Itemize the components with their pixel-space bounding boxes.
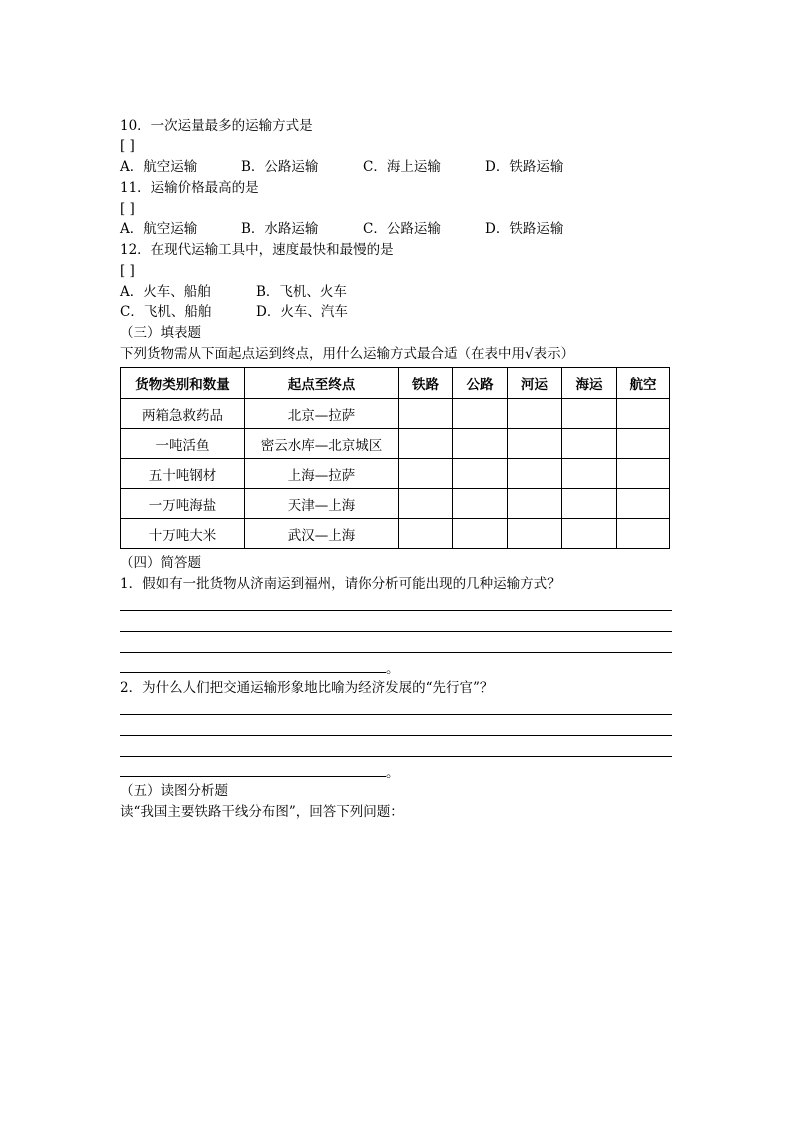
answer-line[interactable]	[120, 610, 672, 611]
answer-cell[interactable]	[562, 429, 617, 459]
answer-cell[interactable]	[617, 429, 670, 459]
header-river: 河运	[508, 368, 562, 399]
table-row	[121, 429, 670, 459]
table-row	[121, 519, 670, 549]
section-4-heading: （四）简答题	[120, 555, 201, 571]
answer-cell[interactable]	[562, 399, 617, 429]
question-10-option-c: C．海上运输	[363, 159, 441, 175]
answer-cell[interactable]	[453, 459, 508, 489]
table-row	[121, 459, 670, 489]
question-12-option-d: D．火车、汽车	[256, 304, 348, 320]
answer-cell[interactable]	[399, 429, 453, 459]
question-12-answer-bracket: [ ]	[120, 263, 135, 279]
goods-cell: 两箱急救药品	[121, 399, 245, 429]
header-air: 航空	[617, 368, 670, 399]
answer-line[interactable]	[120, 631, 672, 632]
answer-cell[interactable]	[508, 519, 562, 549]
route-cell: 上海—拉萨	[245, 459, 399, 489]
answer-line[interactable]	[120, 652, 672, 653]
answer-line[interactable]	[120, 714, 672, 715]
goods-cell: 一万吨海盐	[121, 489, 245, 519]
section-3-instruction: 下列货物需从下面起点运到终点，用什么运输方式最合适（在表中用√表示）	[120, 346, 575, 362]
answer-line[interactable]	[120, 672, 386, 673]
answer-line[interactable]	[120, 735, 672, 736]
question-11-option-c: C．公路运输	[363, 221, 441, 237]
section-5-heading: （五）读图分析题	[120, 783, 228, 799]
table-row	[121, 399, 670, 429]
route-cell: 天津—上海	[245, 489, 399, 519]
answer-cell[interactable]	[562, 519, 617, 549]
answer-cell[interactable]	[617, 489, 670, 519]
answer-cell[interactable]	[617, 519, 670, 549]
header-rail: 铁路	[399, 368, 453, 399]
answer-cell[interactable]	[453, 399, 508, 429]
header-goods: 货物类别和数量	[121, 368, 245, 399]
answer-cell[interactable]	[399, 399, 453, 429]
section-5-instruction: 读“我国主要铁路干线分布图”，回答下列问题：	[120, 804, 404, 820]
route-cell: 密云水库—北京城区	[245, 429, 399, 459]
header-sea: 海运	[562, 368, 617, 399]
question-11-stem: 11．运输价格最高的是	[120, 180, 259, 196]
short-answer-question-2: 2．为什么人们把交通运输形象地比喻为经济发展的“先行官”？	[120, 680, 494, 696]
question-11-option-d: D．铁路运输	[485, 221, 564, 237]
goods-cell: 五十吨钢材	[121, 459, 245, 489]
route-cell: 武汉—上海	[245, 519, 399, 549]
question-12-option-a: A．火车、船舶	[120, 284, 211, 300]
question-10-option-d: D．铁路运输	[485, 159, 564, 175]
section-3-heading: （三）填表题	[120, 325, 201, 341]
question-11-option-a: A．航空运输	[120, 221, 198, 237]
answer-line[interactable]	[120, 776, 386, 777]
question-10-option-a: A．航空运输	[120, 159, 198, 175]
answer-cell[interactable]	[617, 459, 670, 489]
answer-cell[interactable]	[453, 489, 508, 519]
question-10-answer-bracket: [ ]	[120, 138, 135, 154]
question-11-answer-bracket: [ ]	[120, 201, 135, 217]
table-header-row	[121, 368, 670, 399]
question-12-stem: 12．在现代运输工具中，速度最快和最慢的是	[120, 242, 394, 258]
question-11-option-b: B．水路运输	[241, 221, 319, 237]
answer-period: 。	[386, 661, 400, 677]
transport-table	[120, 367, 670, 549]
answer-cell[interactable]	[508, 489, 562, 519]
answer-cell[interactable]	[508, 429, 562, 459]
route-cell: 北京—拉萨	[245, 399, 399, 429]
answer-cell[interactable]	[453, 429, 508, 459]
answer-cell[interactable]	[562, 459, 617, 489]
answer-period: 。	[386, 765, 400, 781]
answer-cell[interactable]	[399, 489, 453, 519]
question-12-option-b: B．飞机、火车	[256, 284, 347, 300]
answer-line[interactable]	[120, 756, 672, 757]
header-route: 起点至终点	[245, 368, 399, 399]
short-answer-question-1: 1．假如有一批货物从济南运到福州，请你分析可能出现的几种运输方式？	[120, 576, 561, 592]
answer-cell[interactable]	[453, 519, 508, 549]
answer-cell[interactable]	[562, 489, 617, 519]
answer-cell[interactable]	[399, 519, 453, 549]
answer-cell[interactable]	[508, 399, 562, 429]
table-row	[121, 489, 670, 519]
goods-cell: 一吨活鱼	[121, 429, 245, 459]
question-12-option-c: C．飞机、船舶	[120, 304, 212, 320]
goods-cell: 十万吨大米	[121, 519, 245, 549]
question-10-stem: 10．一次运量最多的运输方式是	[120, 118, 313, 134]
answer-cell[interactable]	[399, 459, 453, 489]
question-10-option-b: B．公路运输	[241, 159, 319, 175]
answer-cell[interactable]	[508, 459, 562, 489]
header-road: 公路	[453, 368, 508, 399]
answer-cell[interactable]	[617, 399, 670, 429]
